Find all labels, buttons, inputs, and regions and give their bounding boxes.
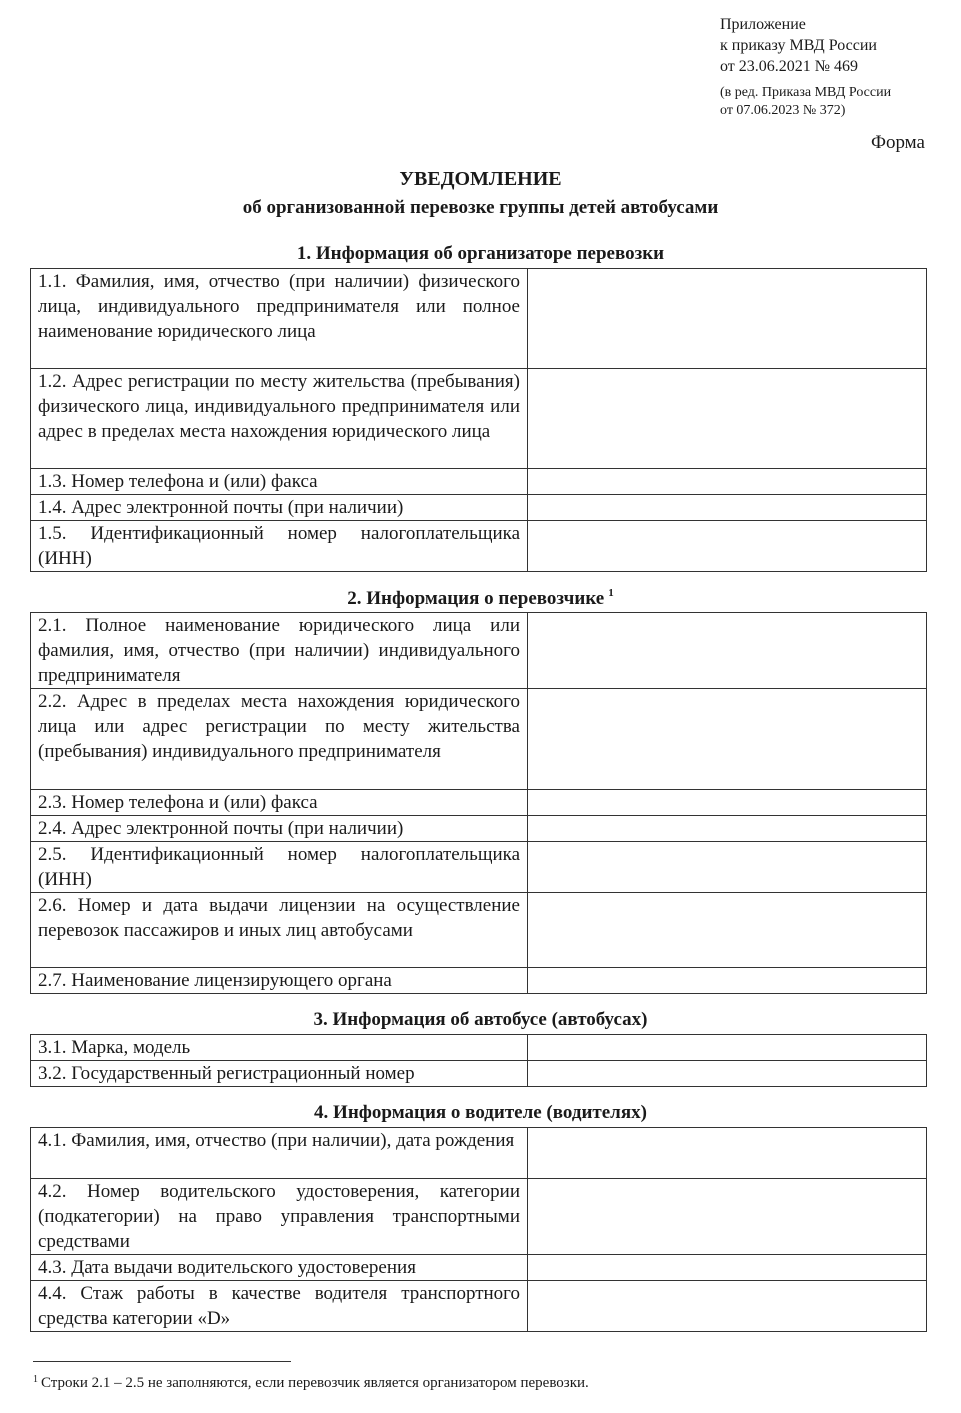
table-row xyxy=(31,893,927,968)
table-row xyxy=(31,689,927,790)
row-value-field[interactable] xyxy=(528,495,927,521)
section-4-table xyxy=(30,1127,927,1332)
row-value-field[interactable] xyxy=(528,1035,927,1061)
row-label: 1.4. Адрес электронной почты (при наличии) xyxy=(31,495,528,521)
footnote-divider xyxy=(33,1361,291,1362)
row-value-field[interactable] xyxy=(528,968,927,994)
section-heading-text: 2. Информация о перевозчике xyxy=(347,588,605,609)
table-row xyxy=(31,521,927,572)
row-label: 2.4. Адрес электронной почты (при наличии) xyxy=(31,816,528,842)
table-row xyxy=(31,1035,927,1061)
table-row xyxy=(31,1061,927,1087)
table-row xyxy=(31,1281,927,1332)
amendment-line: от 07.06.2023 № 372) xyxy=(720,103,846,118)
row-value-field[interactable] xyxy=(528,1281,927,1332)
row-label: 2.3. Номер телефона и (или) факса xyxy=(31,790,528,816)
footnote-text: Строки 2.1 – 2.5 не заполняются, если перевозчик является организатором перевозки. xyxy=(41,1375,589,1391)
row-value-field[interactable] xyxy=(528,1061,927,1087)
section-3-heading xyxy=(0,1009,961,1031)
table-row xyxy=(31,842,927,893)
section-4-heading xyxy=(0,1102,961,1124)
row-label: 1.1. Фамилия, имя, отчество (при наличии) физического лица, индивидуального предпринимателя или полное наименование юридического лица xyxy=(31,269,528,369)
row-value-field[interactable] xyxy=(528,613,927,689)
row-label: 4.2. Номер водительского удостоверения, категории (подкатегории) на право управления транспортными средствами xyxy=(31,1179,528,1255)
appendix-line: Приложение xyxy=(720,16,806,33)
row-label: 4.3. Дата выдачи водительского удостоверения xyxy=(31,1255,528,1281)
row-value-field[interactable] xyxy=(528,269,927,369)
table-row xyxy=(31,1255,927,1281)
row-value-field[interactable] xyxy=(528,469,927,495)
appendix-line: к приказу МВД России xyxy=(720,37,877,54)
row-label: 1.2. Адрес регистрации по месту жительства (пребывания) физического лица, индивидуального предпринимателя или адрес в пределах места нахождения юридического лица xyxy=(31,369,528,469)
form-label: Форма xyxy=(870,132,925,153)
row-value-field[interactable] xyxy=(528,842,927,893)
table-row xyxy=(31,469,927,495)
row-value-field[interactable] xyxy=(528,1255,927,1281)
row-value-field[interactable] xyxy=(528,816,927,842)
row-label: 2.7. Наименование лицензирующего органа xyxy=(31,968,528,994)
row-value-field[interactable] xyxy=(528,1179,927,1255)
row-label: 2.1. Полное наименование юридического лица или фамилия, имя, отчество (при наличии) индивидуального предпринимателя xyxy=(31,613,528,689)
row-label: 2.2. Адрес в пределах места нахождения юридического лица или адрес регистрации по месту жительства (пребывания) индивидуального предпринимателя xyxy=(31,689,528,790)
footnote xyxy=(33,1374,589,1392)
row-label: 2.6. Номер и дата выдачи лицензии на осуществление перевозок пассажиров и иных лиц автобусами xyxy=(31,893,528,968)
row-label: 2.5. Идентификационный номер налогоплательщика (ИНН) xyxy=(31,842,528,893)
table-row xyxy=(31,790,927,816)
document-subtitle: об организованной перевозке группы детей автобусами xyxy=(242,197,719,218)
appendix-line: от 23.06.2021 № 469 xyxy=(720,58,859,75)
row-label: 4.1. Фамилия, имя, отчество (при наличии), дата рождения xyxy=(31,1128,528,1179)
section-heading-text: 1. Информация об организаторе перевозки xyxy=(296,243,665,264)
section-heading-text: 4. Информация о водителе (водителях) xyxy=(314,1102,647,1123)
table-row xyxy=(31,816,927,842)
table-row xyxy=(31,269,927,369)
table-row xyxy=(31,613,927,689)
footnote-mark: 1 xyxy=(33,1374,38,1385)
table-row xyxy=(31,369,927,469)
row-label: 1.5. Идентификационный номер налогоплательщика (ИНН) xyxy=(31,521,528,572)
row-value-field[interactable] xyxy=(528,1128,927,1179)
document-title: УВЕДОМЛЕНИЕ xyxy=(399,168,562,190)
row-label: 3.1. Марка, модель xyxy=(31,1035,528,1061)
row-value-field[interactable] xyxy=(528,689,927,790)
row-value-field[interactable] xyxy=(528,369,927,469)
row-value-field[interactable] xyxy=(528,893,927,968)
section-1-heading xyxy=(0,243,961,265)
row-label: 1.3. Номер телефона и (или) факса xyxy=(31,469,528,495)
section-1-table xyxy=(30,268,927,572)
appendix-header xyxy=(720,14,877,77)
table-row xyxy=(31,1128,927,1179)
table-row xyxy=(31,1179,927,1255)
table-row xyxy=(31,495,927,521)
table-row xyxy=(31,968,927,994)
section-heading-text: 3. Информация об автобусе (автобусах) xyxy=(313,1009,648,1030)
amendment-note xyxy=(720,84,891,120)
section-3-table xyxy=(30,1034,927,1087)
footnote-reference: 1 xyxy=(608,587,614,599)
row-label: 3.2. Государственный регистрационный номер xyxy=(31,1061,528,1087)
section-2-table xyxy=(30,612,927,994)
row-value-field[interactable] xyxy=(528,790,927,816)
section-2-heading xyxy=(0,587,961,610)
row-label: 4.4. Стаж работы в качестве водителя транспортного средства категории «D» xyxy=(31,1281,528,1332)
row-value-field[interactable] xyxy=(528,521,927,572)
amendment-line: (в ред. Приказа МВД России xyxy=(720,85,892,100)
